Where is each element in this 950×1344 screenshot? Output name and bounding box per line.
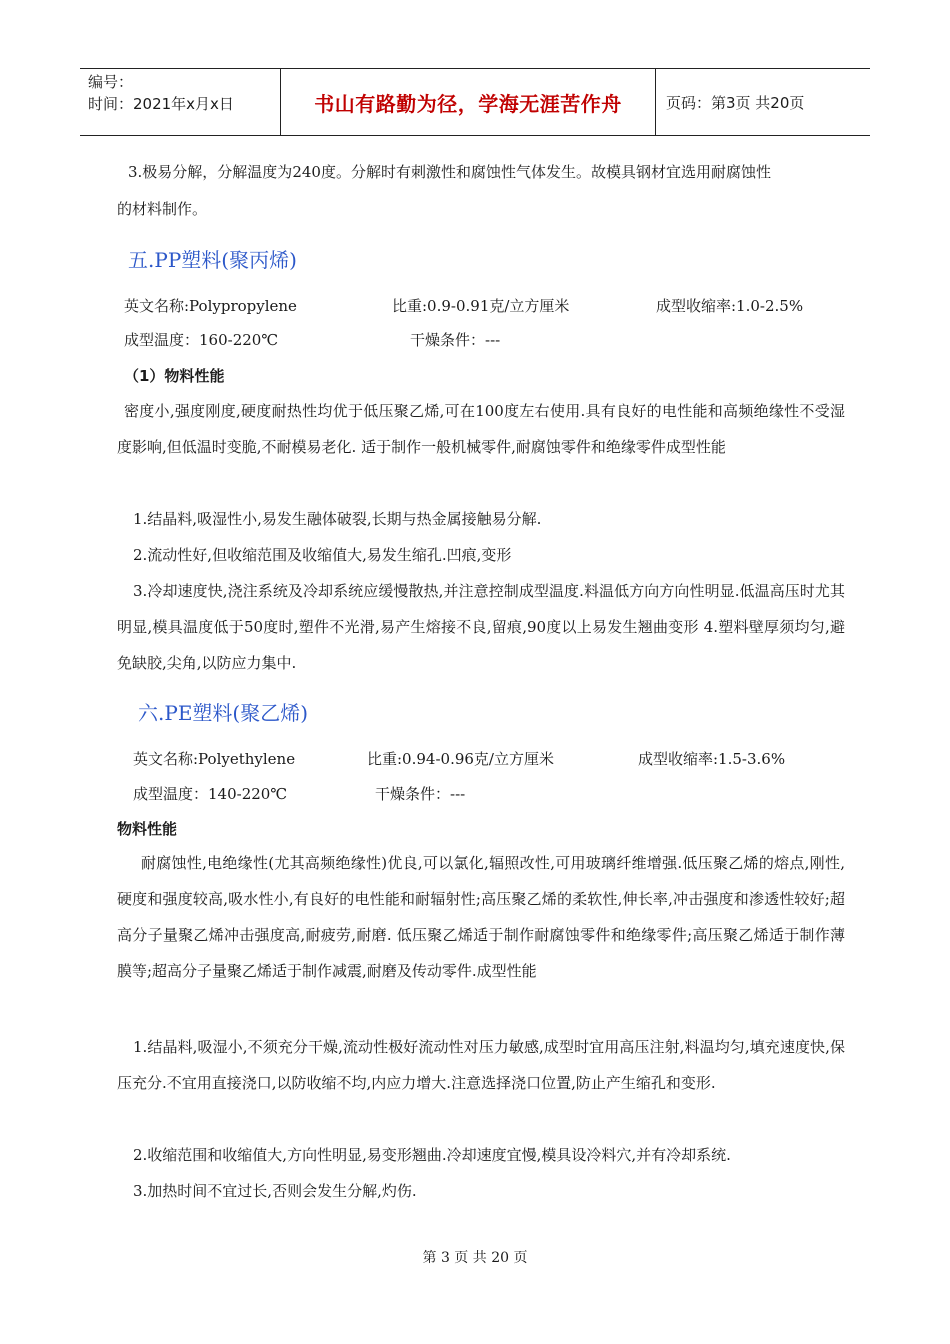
header-info-cell (80, 69, 281, 135)
pe-item-3: 3.加热时间不宜过长,否则会发生分解,灼伤. (133, 1182, 417, 1200)
pp-item-3: 3.冷却速度快,浇注系统及冷却系统应缓慢散热,并注意控制成型温度.料温低方向方向性明显.低温高压时尤其明显,模具温度低于50度时,塑件不光滑,易产生熔接不良,留痕,90度以上易发生翘曲变形 4.塑料壁厚须均匀,避免缺胶,尖角,以防应力集中. (117, 582, 845, 672)
header-motto: 书山有路勤为径，学海无涯苦作舟 (281, 69, 656, 135)
document-number-label: 编号： (88, 73, 134, 91)
page-footer: 第 3 页 共 20 页 (422, 1250, 528, 1266)
pe-item-1: 1.结晶料,吸湿小,不须充分干燥,流动性极好流动性对压力敏感,成型时宜用高压注射,料温均匀,填充速度快,保压充分.不宜用直接浇口,以防收缩不均,内应力增大.注意选择浇口位置,防止产生缩孔和变形. (117, 1038, 845, 1092)
pe-properties-text: 耐腐蚀性,电绝缘性(尤其高频绝缘性)优良,可以氯化,辐照改性,可用玻璃纤维增强.低压聚乙烯的熔点,刚性,硬度和强度较高,吸水性小,有良好的电性能和耐辐射性;高压聚乙烯的柔软性,伸长率,冲击强度和渗透性较好;超高分子量聚乙烯冲击强度高,耐疲劳,耐磨. 低压聚乙烯适于制作耐腐蚀零件和绝缘零件;高压聚乙烯适于制作薄膜等;超高分子量聚乙烯适于制作减震,耐磨及传动零件.成型性能 (117, 854, 845, 980)
pp-english-name: 英文名称:Polypropylene (124, 297, 297, 315)
pe-drying: 干燥条件：--- (375, 785, 466, 803)
document-time-label: 时间：2021年x月x日 (88, 95, 234, 113)
pe-item-2: 2.收缩范围和收缩值大,方向性明显,易变形翘曲.冷却速度宜慢,模具设冷料穴,并有冷却系统. (133, 1146, 731, 1164)
pe-shrinkage: 成型收缩率:1.5-3.6% (638, 750, 786, 768)
pe-properties-heading: 物料性能 (117, 820, 178, 838)
pp-properties-text: 密度小,强度刚度,硬度耐热性均优于低压聚乙烯,可在100度左右使用.具有良好的电性能和高频绝缘性不受湿度影响,但低温时变脆,不耐模易老化. 适于制作一般机械零件,耐腐蚀零件和绝缘零件成型性能 (117, 402, 845, 456)
pe-density: 比重:0.94-0.96克/立方厘米 (367, 750, 554, 768)
intro-line-1: 3.极易分解，分解温度为240度。分解时有刺激性和腐蚀性气体发生。故模具钢材宜选用耐腐蚀性 (128, 163, 771, 181)
pe-section-heading: 六.PE塑料(聚乙烯) (138, 701, 309, 725)
pp-section-heading: 五.PP塑料(聚丙烯) (128, 248, 297, 272)
pp-drying: 干燥条件：--- (410, 331, 501, 349)
pp-molding-temp: 成型温度：160-220℃ (124, 331, 279, 349)
pe-english-name: 英文名称:Polyethylene (133, 750, 296, 768)
pp-item-2: 2.流动性好,但收缩范围及收缩值大,易发生缩孔.凹痕,变形 (133, 546, 512, 564)
pe-molding-temp: 成型温度：140-220℃ (133, 785, 288, 803)
pp-density: 比重:0.9-0.91克/立方厘米 (392, 297, 570, 315)
pp-shrinkage: 成型收缩率:1.0-2.5% (656, 297, 804, 315)
page-header (80, 68, 870, 136)
header-page-label: 页码：第3页 共20页 (666, 93, 805, 112)
intro-line-2: 的材料制作。 (117, 200, 208, 218)
pp-item-1: 1.结晶料,吸湿性小,易发生融体破裂,长期与热金属接触易分解. (133, 510, 542, 528)
pp-properties-heading: （1）物料性能 (124, 367, 225, 385)
